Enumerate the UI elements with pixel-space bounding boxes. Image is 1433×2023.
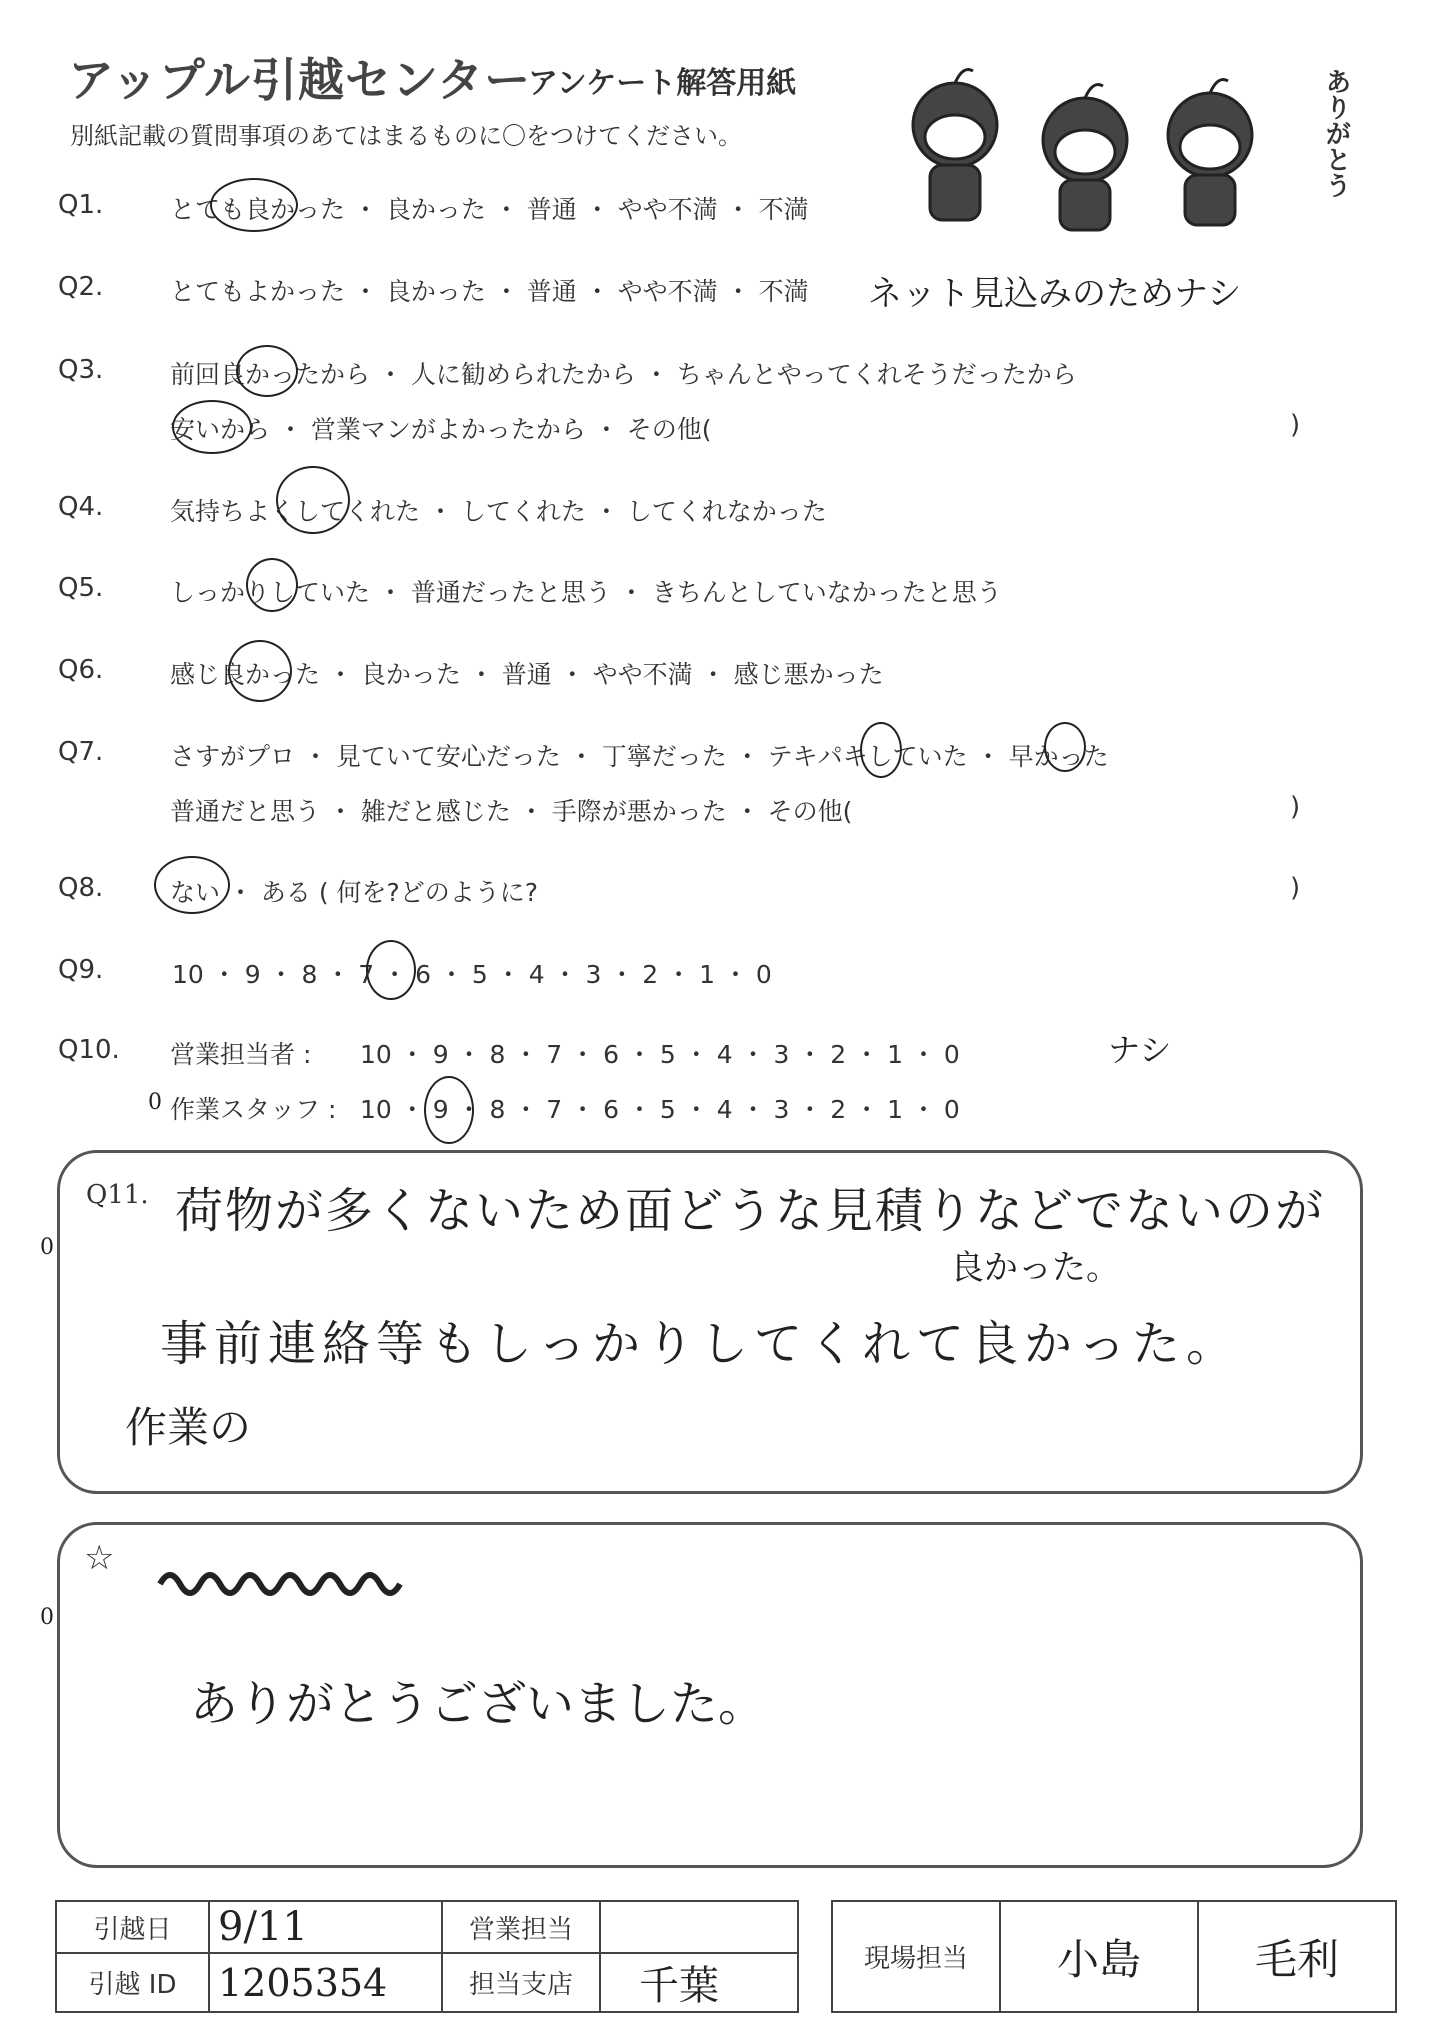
q2-label: Q2. (58, 272, 104, 302)
q6-label: Q6. (58, 655, 104, 685)
q3-selection-circle-1 (236, 345, 298, 397)
q10-staff-margin-mark: 0 (148, 1090, 162, 1115)
sales-rep-label: 営業担当 (442, 1901, 600, 1953)
q4-options: 気持ちよくしてくれた ・ してくれた ・ してくれなかった (170, 497, 827, 526)
q4-label: Q4. (58, 492, 104, 522)
q7-selection-circle-2 (1044, 722, 1086, 772)
site-staff-1: 小島 (1000, 1901, 1198, 2012)
q3-label: Q3. (58, 355, 104, 385)
q3-close-paren: ) (1290, 410, 1301, 440)
mascot-thanks-text: ありがとう (1321, 68, 1351, 198)
q5-options: しっかりしていた ・ 普通だったと思う ・ きちんとしていなかったと思う (170, 578, 1002, 607)
q6-options: 感じ良かった ・ 良かった ・ 普通 ・ やや不満 ・ 感じ悪かった (170, 660, 884, 689)
q5-label: Q5. (58, 573, 104, 603)
site-staff-label: 現場担当 (832, 1901, 1000, 2012)
q6-selection-circle (228, 640, 292, 702)
q5-selection-circle (246, 558, 298, 612)
q7-label: Q7. (58, 737, 104, 767)
move-date-label: 引越日 (56, 1901, 209, 1953)
move-id-value: 1205354 (209, 1953, 442, 2012)
branch-value: 千葉 (600, 1953, 798, 2012)
q11-margin-mark: 0 (40, 1235, 54, 1260)
star-box-margin-mark: 0 (40, 1605, 54, 1630)
q7-options-line1: さすがプロ ・ 見ていて安心だった ・ 丁寧だった ・ テキパキしていた ・ 早かった (170, 742, 1109, 771)
q10-label: Q10. (58, 1035, 120, 1065)
q10-staff-label: 作業スタッフ : (170, 1095, 337, 1124)
brand-title: アップル引越センター (68, 53, 532, 107)
instruction-text: 別紙記載の質問事項のあてはまるものに〇をつけてください。 (70, 122, 742, 150)
q8-options: ない ・ ある ( 何を?どのように? (170, 878, 539, 907)
scribbled-out-text (155, 1562, 405, 1602)
q8-selection-circle (154, 856, 230, 914)
q10-staff-selection-circle (424, 1076, 474, 1144)
q7-close-paren: ) (1290, 792, 1301, 822)
q11-label: Q11. (86, 1180, 149, 1210)
q3-options-line2: 安いから ・ 営業マンがよかったから ・ その他( (170, 415, 712, 444)
branch-label: 担当支店 (442, 1953, 600, 2012)
q7-options-line2: 普通だと思う ・ 雑だと感じた ・ 手際が悪かった ・ その他( (170, 797, 853, 826)
q2-options: とてもよかった ・ 良かった ・ 普通 ・ やや不満 ・ 不満 (170, 277, 809, 306)
q10-staff-scale: 10 ・ 9 ・ 8 ・ 7 ・ 6 ・ 5 ・ 4 ・ 3 ・ 2 ・ 1 ・ 0 (360, 1095, 960, 1124)
footer-info-table (55, 1900, 1397, 2013)
q10-sales-label: 営業担当者 : (170, 1040, 312, 1069)
q11-handwritten-line1: 荷物が多くないため面どうな見積りなどでないのが (175, 1183, 1326, 1239)
q11-handwritten-insert: 作業の (125, 1403, 252, 1452)
q9-selection-circle (366, 940, 416, 1000)
q1-selection-circle (210, 178, 298, 232)
q8-label: Q8. (58, 873, 104, 903)
q11-handwritten-line2: 事前連絡等もしっかりしてくれて良かった。 (160, 1316, 1241, 1372)
q9-label: Q9. (58, 955, 104, 985)
q8-close-paren: ) (1290, 873, 1301, 903)
footer-spacer (798, 1901, 832, 2012)
q7-selection-circle-1 (860, 722, 902, 778)
star-icon: ☆ (84, 1538, 115, 1578)
move-date-value: 9/11 (209, 1901, 442, 1953)
q3-options-line1: 前回良かったから ・ 人に勧められたから ・ ちゃんとやってくれそうだったから (170, 360, 1077, 389)
star-box-handwritten-text: ありがとうございました。 (190, 1676, 767, 1732)
q11-handwritten-line1b: 良かった。 (950, 1248, 1120, 1288)
q1-label: Q1. (58, 190, 104, 220)
form-subtitle: アンケート解答用紙 (528, 66, 797, 101)
q10-sales-scale: 10 ・ 9 ・ 8 ・ 7 ・ 6 ・ 5 ・ 4 ・ 3 ・ 2 ・ 1 ・ 0 (360, 1040, 960, 1069)
q3-selection-circle-2 (172, 400, 252, 454)
move-id-label: 引越 ID (56, 1953, 209, 2012)
q4-selection-circle (276, 466, 350, 534)
site-staff-2: 毛利 (1198, 1901, 1396, 2012)
sales-rep-value (600, 1901, 798, 1953)
q1-options: とても良かった ・ 良かった ・ 普通 ・ やや不満 ・ 不満 (170, 195, 809, 224)
q2-handwritten-note: ネット見込みのためナシ (868, 274, 1242, 314)
q10-sales-handwritten-note: ナシ (1108, 1031, 1172, 1069)
mascot-illustration (880, 55, 1350, 235)
q9-scale: 10 ・ 9 ・ 8 ・ 7 ・ 6 ・ 5 ・ 4 ・ 3 ・ 2 ・ 1 ・ 0 (172, 960, 772, 989)
